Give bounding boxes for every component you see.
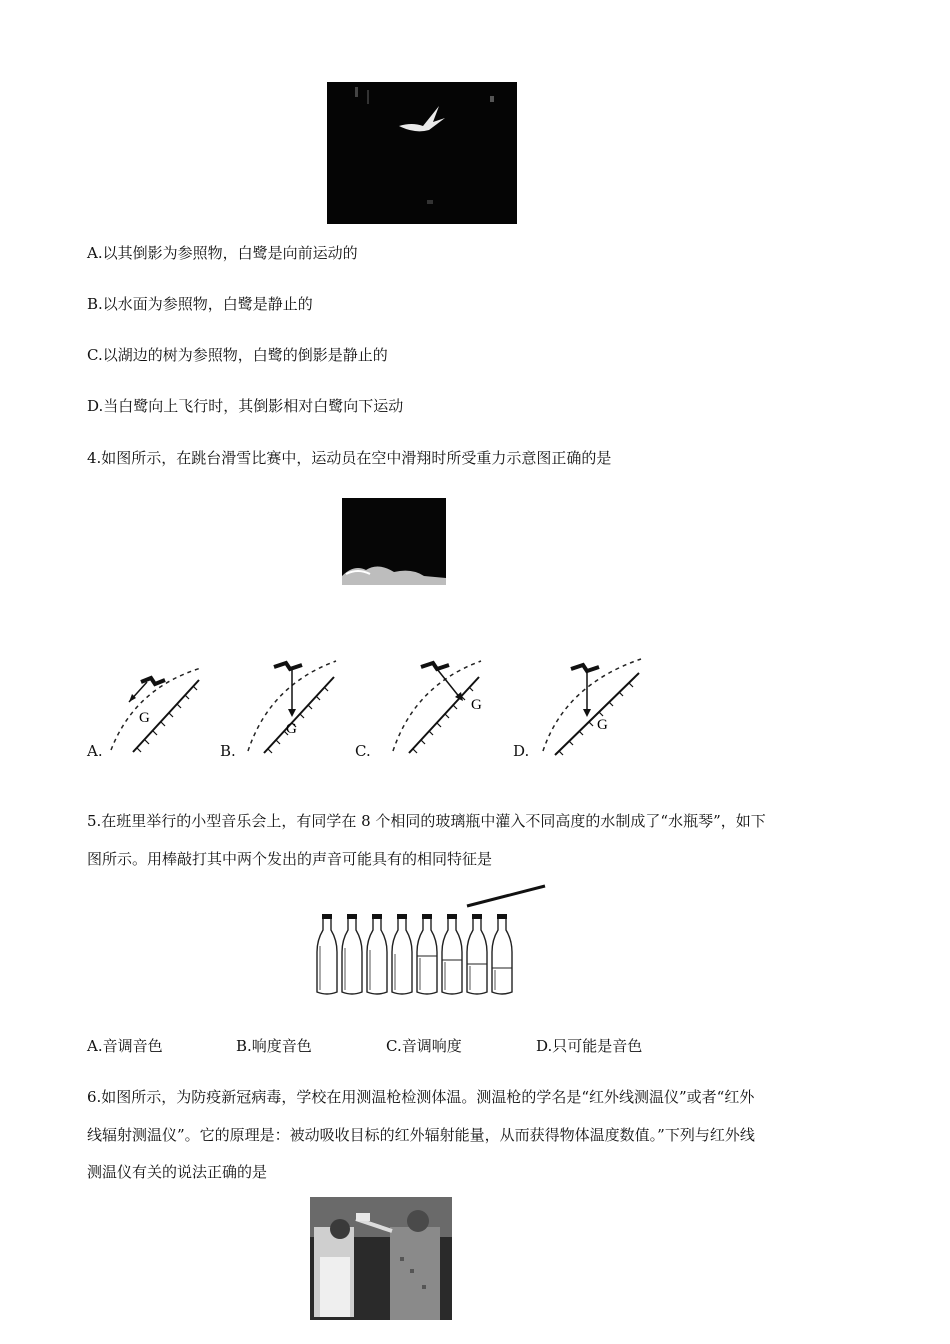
q4-choice-a: A.	[87, 742, 103, 760]
q3-option-a: A.以其倒影为参照物，白鹭是向前运动的	[87, 244, 358, 262]
q6-stem-line2: 线辐射测温仪”。它的原理是：被动吸收目标的红外辐射能量，从而获得物体温度数值。”下列与红外线	[87, 1126, 755, 1144]
q6-stem-line3: 测温仪有关的说法正确的是	[87, 1163, 268, 1181]
q4-diagram-a	[105, 658, 215, 758]
q3-option-c: C.以湖边的树为参照物，白鹭的倒影是静止的	[87, 346, 388, 364]
q3-option-b: B.以水面为参照物，白鹭是静止的	[87, 295, 313, 313]
q4-diagram-b	[240, 655, 350, 759]
q4-stem: 4.如图所示，在跳台滑雪比赛中，运动员在空中滑翔时所受重力示意图正确的是	[87, 449, 612, 467]
q4-c-force-label: G	[471, 697, 482, 713]
q5-stem-line1: 5.在班里举行的小型音乐会上，有同学在 8 个相同的玻璃瓶中灌入不同高度的水制成了“水瓶琴”，如下	[87, 812, 766, 830]
temperature-check-photo	[310, 1197, 452, 1320]
water-bottles-figure	[315, 882, 550, 1000]
q5-option-d: D.只可能是音色	[536, 1037, 643, 1055]
q4-choice-d: D.	[513, 742, 530, 760]
q6-stem-line1: 6.如图所示，为防疫新冠病毒，学校在用测温枪检测体温。测温枪的学名是“红外线测温仪”或者“红外	[87, 1088, 755, 1106]
q5-option-c: C.音调响度	[386, 1037, 462, 1055]
egret-photo	[327, 82, 517, 224]
q5-option-a: A.音调音色	[87, 1037, 163, 1055]
q5-option-b: B.响度音色	[236, 1037, 312, 1055]
q4-choice-c: C.	[355, 742, 371, 760]
q5-stem-line2: 图所示。用棒敲打其中两个发出的声音可能具有的相同特征是	[87, 850, 493, 868]
ski-jump-photo	[342, 498, 446, 585]
q4-diagram-c	[385, 655, 495, 759]
q4-choice-b: B.	[220, 742, 236, 760]
q4-a-force-label: G	[139, 710, 150, 726]
q4-b-force-label: G	[286, 721, 297, 737]
q3-option-d: D.当白鹭向上飞行时，其倒影相对白鹭向下运动	[87, 397, 404, 415]
q4-d-force-label: G	[597, 717, 608, 733]
q4-diagram-d	[535, 655, 645, 759]
